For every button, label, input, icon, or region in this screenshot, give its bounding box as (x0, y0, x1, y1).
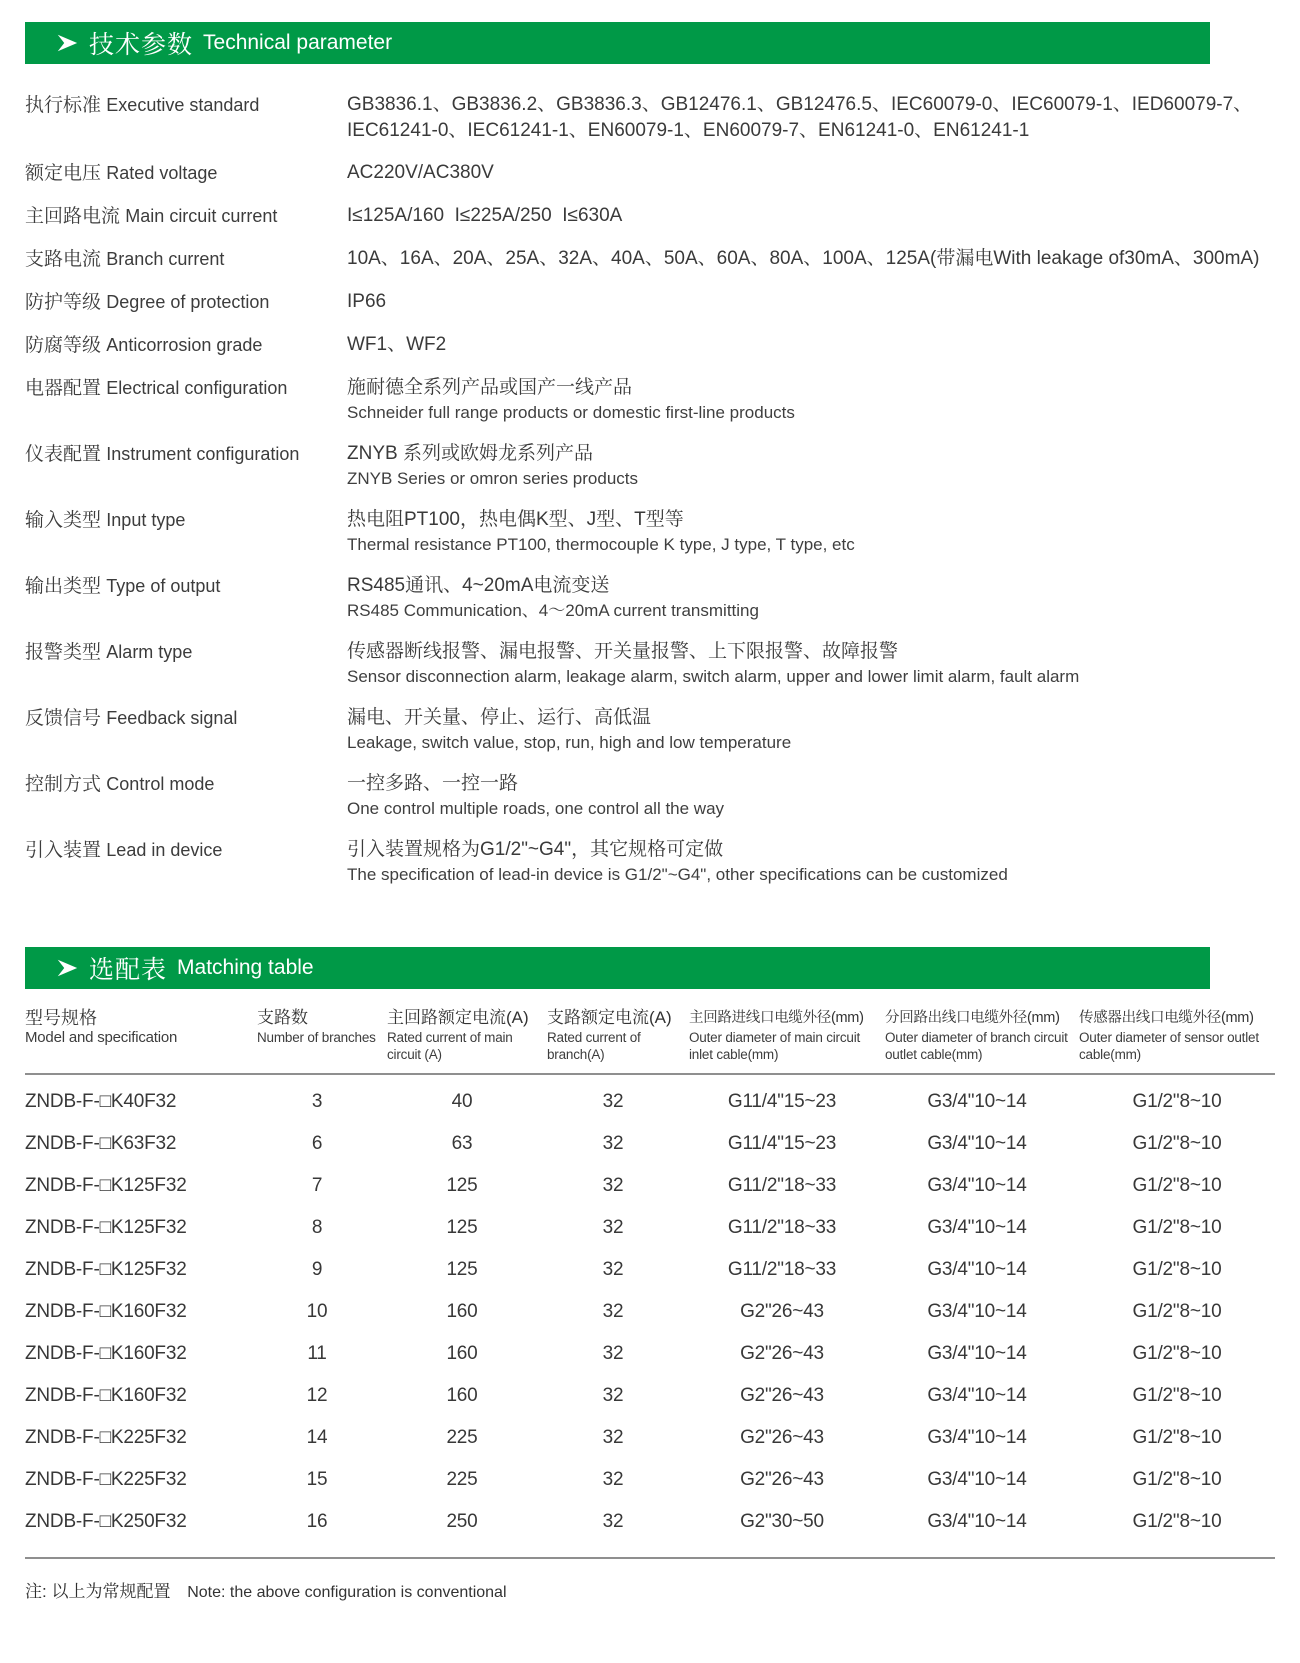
table-cell: 8 (311, 1217, 323, 1238)
table-cell: 160 (446, 1343, 478, 1364)
param-label (25, 771, 347, 821)
param-value-line: Sensor disconnection alarm, leakage alarm, switch alarm, upper and lower limit alarm, fault alarm (347, 667, 1080, 686)
param-row (25, 84, 1275, 152)
param-value (347, 573, 1275, 623)
table-cell: ZNDB-F-□K160F32 (25, 1343, 187, 1364)
table-cell: G11/2"18~33 (727, 1175, 837, 1196)
param-label-zh: 支路电流 (25, 249, 102, 270)
table-cell: G3/4"10~14 (927, 1301, 1027, 1322)
table-cell: ZNDB-F-□K125F32 (25, 1175, 187, 1196)
param-value-line: RS485通讯、4~20mA电流变送 (347, 575, 610, 596)
column-header-en: Rated current of main circuit (A) (387, 1030, 513, 1062)
param-value-line: Thermal resistance PT100, thermocouple K type, J type, T type, etc (347, 535, 855, 554)
param-row (25, 195, 1275, 238)
table-column-header (25, 1007, 247, 1063)
table-column-header (689, 1007, 875, 1063)
param-value-line: AC220V/AC380V (347, 162, 494, 183)
param-label (25, 246, 347, 273)
matching-table-body (25, 1081, 1275, 1543)
table-cell: G3/4"10~14 (927, 1385, 1027, 1406)
table-cell: ZNDB-F-□K63F32 (25, 1133, 177, 1154)
section2-title-en: Matching table (177, 956, 314, 979)
table-cell: G1/2"8~10 (1132, 1511, 1222, 1532)
param-label-en: Rated voltage (106, 163, 218, 183)
table-row (25, 1123, 1275, 1165)
table-cell: G1/2"8~10 (1132, 1427, 1222, 1448)
table-column-header (387, 1007, 537, 1063)
table-cell: G3/4"10~14 (927, 1091, 1027, 1112)
table-cell: 225 (446, 1427, 478, 1448)
table-cell: 10 (306, 1301, 328, 1322)
table-cell: ZNDB-F-□K160F32 (25, 1385, 187, 1406)
table-column-header (257, 1007, 377, 1063)
param-value (347, 203, 1275, 230)
param-label-en: Feedback signal (106, 708, 238, 728)
table-cell: 32 (602, 1301, 624, 1322)
table-cell: G11/2"18~33 (727, 1217, 837, 1238)
table-row (25, 1249, 1275, 1291)
param-row (25, 631, 1275, 697)
param-label-zh: 控制方式 (25, 774, 102, 795)
table-cell: 125 (446, 1217, 478, 1238)
param-label (25, 289, 347, 316)
param-value-line: Schneider full range products or domestic first-line products (347, 403, 795, 422)
param-label-zh: 输入类型 (25, 510, 102, 531)
param-value-line: 施耐德全系列产品或国产一线产品 (347, 377, 633, 398)
column-header-zh: 支路额定电流(A) (547, 1008, 672, 1027)
column-header-zh: 传感器出线口电缆外径(mm) (1079, 1010, 1254, 1026)
param-label (25, 639, 347, 689)
table-cell: G1/2"8~10 (1132, 1217, 1222, 1238)
table-cell: G3/4"10~14 (927, 1427, 1027, 1448)
table-cell: 7 (311, 1175, 323, 1196)
param-label-zh: 额定电压 (25, 163, 102, 184)
table-cell: G2"26~43 (740, 1343, 824, 1364)
param-value (347, 705, 1275, 755)
table-cell: 160 (446, 1385, 478, 1406)
table-cell: 32 (602, 1385, 624, 1406)
table-cell: ZNDB-F-□K125F32 (25, 1259, 187, 1280)
table-cell: ZNDB-F-□K160F32 (25, 1301, 187, 1322)
table-cell: 63 (451, 1133, 473, 1154)
table-cell: G1/2"8~10 (1132, 1385, 1222, 1406)
param-value-line: 漏电、开关量、停止、运行、高低温 (347, 707, 652, 728)
table-cell: 32 (602, 1259, 624, 1280)
arrow-right-icon (55, 31, 79, 55)
column-header-en: Outer diameter of main circuit inlet cable(mm) (689, 1030, 861, 1062)
param-label-zh: 主回路电流 (25, 206, 121, 227)
param-value (347, 332, 1275, 359)
table-cell: 32 (602, 1343, 624, 1364)
page-content (25, 22, 1275, 1602)
param-row (25, 238, 1275, 281)
param-label-zh: 执行标准 (25, 95, 102, 116)
param-label-en: Lead in device (106, 840, 223, 860)
param-label-zh: 反馈信号 (25, 708, 102, 729)
param-row (25, 152, 1275, 195)
section-header-matching-table (25, 947, 1210, 989)
param-row (25, 281, 1275, 324)
param-value-line: 热电阻PT100，热电偶K型、J型、T型等 (347, 509, 684, 530)
table-row (25, 1501, 1275, 1543)
param-label-zh: 报警类型 (25, 642, 102, 663)
table-cell: G1/2"8~10 (1132, 1133, 1222, 1154)
table-row (25, 1207, 1275, 1249)
table-row (25, 1459, 1275, 1501)
table-cell: 160 (446, 1301, 478, 1322)
param-value-line: The specification of lead-in device is G1/2"~G4", other specifications can be customized (347, 865, 1008, 884)
table-cell: G2"26~43 (740, 1385, 824, 1406)
param-row (25, 829, 1275, 895)
param-value-line: One control multiple roads, one control all the way (347, 799, 725, 818)
param-label (25, 837, 347, 887)
table-cell: 12 (306, 1385, 328, 1406)
table-cell: G3/4"10~14 (927, 1469, 1027, 1490)
param-label-zh: 防腐等级 (25, 335, 102, 356)
param-label-en: Degree of protection (106, 292, 270, 312)
table-cell: 40 (451, 1091, 473, 1112)
table-cell: 32 (602, 1133, 624, 1154)
param-value (347, 160, 1275, 187)
table-cell: G1/2"8~10 (1132, 1091, 1222, 1112)
param-value-line: IEC61241-0、IEC61241-1、EN60079-1、EN60079-7、EN61241-0、EN61241-1 (347, 120, 1030, 141)
param-row (25, 565, 1275, 631)
matching-table (25, 1007, 1275, 1559)
table-note-en: Note: the above configuration is conventional (187, 1584, 507, 1601)
table-cell: G3/4"10~14 (927, 1133, 1027, 1154)
table-cell: 225 (446, 1469, 478, 1490)
column-header-zh: 主回路额定电流(A) (387, 1008, 529, 1027)
param-row (25, 763, 1275, 829)
table-cell: G2"26~43 (740, 1469, 824, 1490)
section1-title-zh: 技术参数 (89, 31, 194, 59)
technical-parameter-list (25, 84, 1275, 895)
param-label-zh: 仪表配置 (25, 444, 102, 465)
table-cell: G1/2"8~10 (1132, 1301, 1222, 1322)
table-cell: 3 (311, 1091, 323, 1112)
param-label-en: Electrical configuration (106, 378, 288, 398)
param-value (347, 375, 1275, 425)
column-header-zh: 主回路进线口电缆外径(mm) (689, 1010, 864, 1026)
table-header-divider (25, 1073, 1275, 1075)
param-value-line: 引入装置规格为G1/2"~G4"，其它规格可定做 (347, 839, 724, 860)
section1-title-en: Technical parameter (203, 31, 393, 54)
table-cell: G3/4"10~14 (927, 1511, 1027, 1532)
table-row (25, 1375, 1275, 1417)
column-header-zh: 型号规格 (25, 1008, 97, 1028)
table-cell: 32 (602, 1091, 624, 1112)
param-value (347, 771, 1275, 821)
column-header-en: Model and specification (25, 1029, 178, 1046)
param-label (25, 375, 347, 425)
param-label-en: Type of output (106, 576, 221, 596)
param-label (25, 441, 347, 491)
table-cell: ZNDB-F-□K125F32 (25, 1217, 187, 1238)
table-cell: G1/2"8~10 (1132, 1469, 1222, 1490)
table-cell: G1/2"8~10 (1132, 1343, 1222, 1364)
table-bottom-divider (25, 1557, 1275, 1559)
param-row (25, 433, 1275, 499)
table-row (25, 1165, 1275, 1207)
table-cell: 250 (446, 1511, 478, 1532)
table-cell: G2"26~43 (740, 1427, 824, 1448)
table-cell: 32 (602, 1427, 624, 1448)
table-cell: G11/2"18~33 (727, 1259, 837, 1280)
param-label (25, 203, 347, 230)
table-row (25, 1333, 1275, 1375)
param-value-line: I≤125A/160 I≤225A/250 I≤630A (347, 205, 623, 226)
table-cell: G3/4"10~14 (927, 1259, 1027, 1280)
table-cell: 32 (602, 1511, 624, 1532)
section-header-technical-parameter (25, 22, 1210, 64)
param-label-en: Executive standard (106, 95, 260, 115)
param-label (25, 507, 347, 557)
table-note (25, 1577, 1275, 1602)
param-label (25, 160, 347, 187)
param-value-line: WF1、WF2 (347, 334, 447, 355)
param-row (25, 367, 1275, 433)
table-cell: G2"26~43 (740, 1301, 824, 1322)
param-label-zh: 输出类型 (25, 576, 102, 597)
table-cell: 125 (446, 1175, 478, 1196)
table-cell: 32 (602, 1175, 624, 1196)
table-cell: G3/4"10~14 (927, 1175, 1027, 1196)
column-header-en: Rated current of branch(A) (547, 1030, 641, 1062)
param-value-line: Leakage, switch value, stop, run, high and low temperature (347, 733, 792, 752)
table-cell: ZNDB-F-□K40F32 (25, 1091, 177, 1112)
table-cell: 15 (306, 1469, 328, 1490)
table-cell: 32 (602, 1469, 624, 1490)
param-value-line: RS485 Communication、4～20mA current transmitting (347, 601, 759, 620)
param-label-en: Alarm type (106, 642, 193, 662)
param-value-line: 10A、16A、20A、25A、32A、40A、50A、60A、80A、100A、125A(带漏电With leakage of30mA、300mA) (347, 248, 1260, 269)
param-label-en: Main circuit current (125, 206, 278, 226)
table-row (25, 1081, 1275, 1123)
table-cell: G3/4"10~14 (927, 1217, 1027, 1238)
param-value (347, 507, 1275, 557)
table-cell: ZNDB-F-□K250F32 (25, 1511, 187, 1532)
param-value (347, 639, 1275, 689)
table-cell: G11/4"15~23 (727, 1133, 837, 1154)
table-cell: 14 (306, 1427, 328, 1448)
param-value (347, 837, 1275, 887)
table-cell: ZNDB-F-□K225F32 (25, 1427, 187, 1448)
table-column-header (885, 1007, 1069, 1063)
table-cell: 125 (446, 1259, 478, 1280)
table-cell: G2"30~50 (740, 1511, 824, 1532)
column-header-en: Number of branches (257, 1030, 376, 1045)
table-row (25, 1417, 1275, 1459)
param-value (347, 92, 1275, 144)
param-value-line: ZNYB Series or omron series products (347, 469, 638, 488)
table-note-zh: 注: 以上为常规配置 (25, 1582, 171, 1601)
column-header-en: Outer diameter of sensor outlet cable(mm) (1079, 1030, 1259, 1062)
table-cell: G1/2"8~10 (1132, 1175, 1222, 1196)
param-label-en: Branch current (106, 249, 225, 269)
param-label (25, 332, 347, 359)
param-label (25, 573, 347, 623)
table-cell: ZNDB-F-□K225F32 (25, 1469, 187, 1490)
param-value-line: 一控多路、一控一路 (347, 773, 519, 794)
table-column-header (547, 1007, 679, 1063)
param-label-en: Instrument configuration (106, 444, 300, 464)
table-cell: G1/2"8~10 (1132, 1259, 1222, 1280)
table-cell: 16 (306, 1511, 328, 1532)
table-column-header (1079, 1007, 1275, 1063)
param-value-line: GB3836.1、GB3836.2、GB3836.3、GB12476.1、GB12476.5、IEC60079-0、IEC60079-1、IED60079-7、 (347, 94, 1253, 115)
table-cell: 9 (311, 1259, 323, 1280)
table-cell: 6 (311, 1133, 323, 1154)
column-header-zh: 支路数 (257, 1008, 308, 1027)
param-value (347, 246, 1275, 273)
column-header-en: Outer diameter of branch circuit outlet cable(mm) (885, 1030, 1068, 1062)
section2-title-zh: 选配表 (89, 956, 168, 984)
param-label (25, 705, 347, 755)
param-label (25, 92, 347, 144)
param-value (347, 441, 1275, 491)
table-cell: G11/4"15~23 (727, 1091, 837, 1112)
param-label-en: Anticorrosion grade (106, 335, 263, 355)
table-cell: 11 (307, 1343, 327, 1364)
param-row (25, 324, 1275, 367)
param-value-line: 传感器断线报警、漏电报警、开关量报警、上下限报警、故障报警 (347, 641, 899, 662)
table-cell: 32 (602, 1217, 624, 1238)
param-value-line: IP66 (347, 291, 387, 312)
param-label-zh: 电器配置 (25, 378, 102, 399)
param-label-en: Input type (106, 510, 186, 530)
param-value (347, 289, 1275, 316)
param-label-en: Control mode (106, 774, 215, 794)
matching-table-header-row (25, 1007, 1275, 1063)
column-header-zh: 分回路出线口电缆外径(mm) (885, 1010, 1060, 1026)
table-row (25, 1291, 1275, 1333)
param-row (25, 499, 1275, 565)
table-cell: G3/4"10~14 (927, 1343, 1027, 1364)
param-row (25, 697, 1275, 763)
param-value-line: ZNYB 系列或欧姆龙系列产品 (347, 443, 593, 464)
param-label-zh: 防护等级 (25, 292, 102, 313)
param-label-zh: 引入装置 (25, 840, 102, 861)
arrow-right-icon (55, 956, 79, 980)
